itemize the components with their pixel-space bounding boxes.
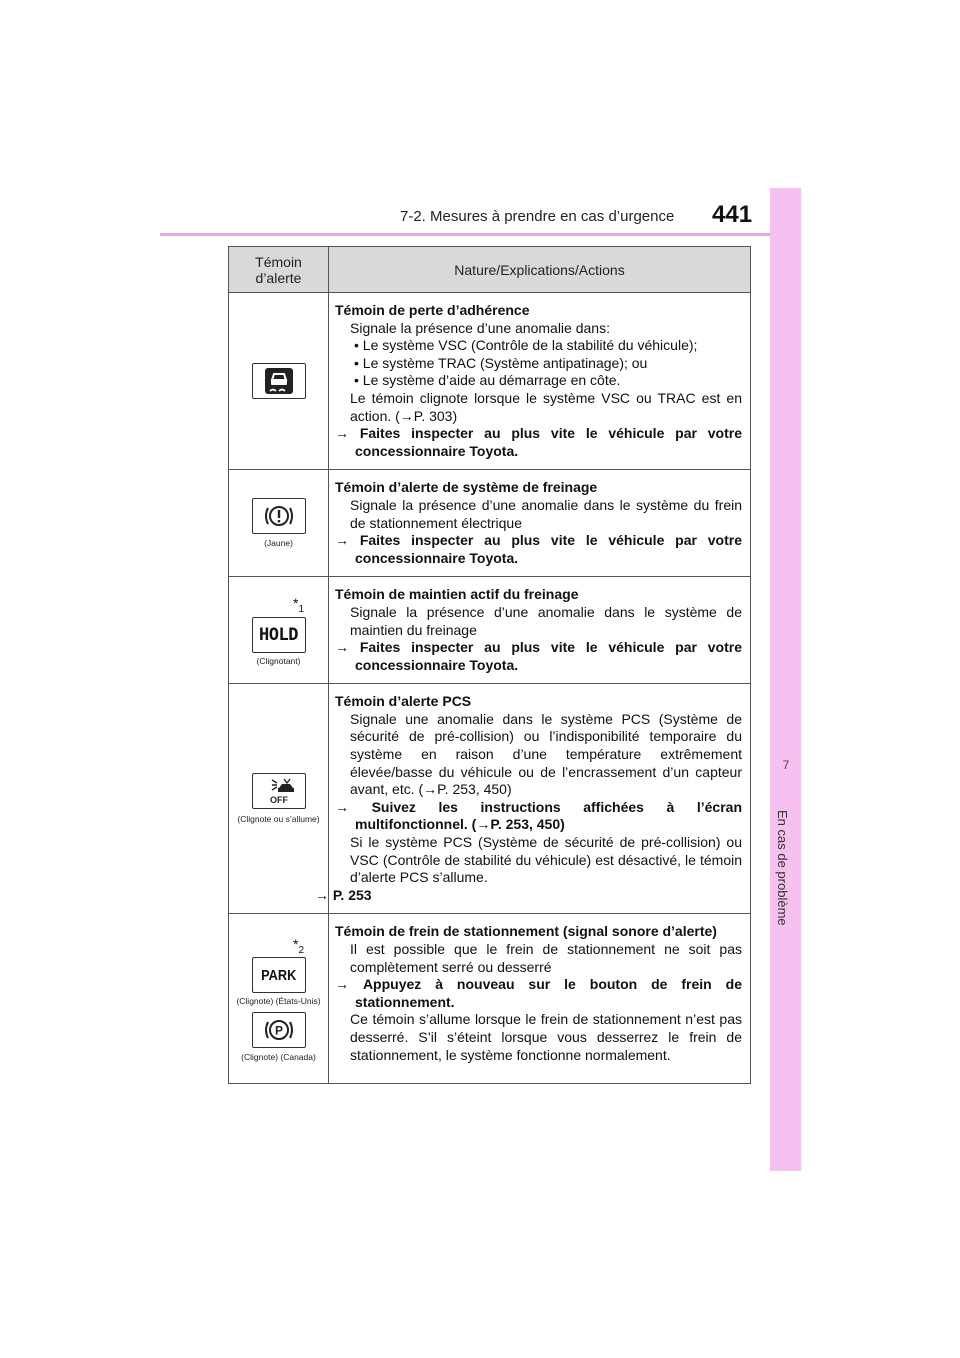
row-note: Le témoin clignote lorsque le système VSC ou TRAC est en action. (→P. 303) [350,389,742,424]
table-header-row [229,247,751,293]
row-action: → Appuyez à nouveau sur le bouton de frein de stationnement. [335,976,743,1010]
park-icon-text: PARK [260,966,297,984]
table-row [229,684,751,914]
pcs-off-text: OFF [269,795,288,806]
footnote-marker: $*_1$ [292,594,304,615]
row-title: Témoin d’alerte PCS [335,693,472,710]
column-header-warning-light: Témoin d’alerte [229,247,329,293]
bullet-item: • Le système TRAC (Système antipatinage); ou [354,354,648,371]
row-intro: Signale la présence d’une anomalie dans le système du frein de stationnement électrique [350,496,742,531]
column-header-nature: Nature/Explications/Actions [329,247,751,293]
warning-lights-table [228,246,751,1084]
bullet-item: • Le système d’aide au démarrage en côte. [354,372,621,389]
icon-cell [229,684,329,914]
icon-cell [229,470,329,577]
row-title: Témoin de frein de stationnement (signal sonore d’alerte) [335,923,717,940]
description-cell [329,470,751,577]
bullet-item: • Le système VSC (Contrôle de la stabilité du véhicule); [354,337,698,354]
row-intro: Signale la présence d’une anomalie dans le système de maintien du freinage [350,603,742,638]
parking-brake-canada-icon [252,1012,306,1048]
description-cell [329,914,751,1084]
icon-caption: (Clignote ou s’allume) [237,814,320,825]
header-divider [160,233,800,236]
footnote-marker: $*_2$ [292,935,304,956]
park-p-text: P [274,1023,283,1038]
icon-caption: (Clignote) (États-Unis) [236,996,321,1007]
chapter-label: En cas de problème [775,810,790,926]
row-title: Témoin de maintien actif du freinage [335,586,579,603]
row-title: Témoin de perte d’adhérence [335,302,530,318]
chapter-side-tab [770,188,801,1171]
row-action: → Faites inspecter au plus vite le véhicule par votre concessionnaire Toyota. [335,425,743,459]
section-title: 7-2. Mesures à prendre en cas d’urgence [400,208,675,225]
row-action: → Faites inspecter au plus vite le véhicule par votre concessionnaire Toyota. [335,639,743,673]
icon-caption: (Clignotant) [256,655,301,666]
row-note: Si le système PCS (Système de sécurité de pré-collision) ou VSC (Contrôle de stabilité du véhicule) est désactivé, le témoin d’alerte PCS s’allume. [350,834,742,886]
table-row [229,577,751,684]
icon-caption: (Jaune) [264,538,293,549]
icon-caption: (Clignote) (Canada) [241,1052,316,1063]
row-title: Témoin d’alerte de système de freinage [335,479,598,496]
brake-warning-icon [252,498,306,534]
icon-cell [229,914,329,1084]
row-action: → Faites inspecter au plus vite le véhicule par votre concessionnaire Toyota. [335,532,743,566]
brake-hold-icon [252,617,306,653]
page-number: 441 [712,201,753,228]
row-intro: Signale la présence d’une anomalie dans: [350,319,610,336]
row-intro: Signale une anomalie dans le système PCS (Système de sécurité de pré-collision) ou l’indisponibilité temporaire du système en raison d’une température extrêmement élevée/basse du véhicule ou de l’encrassement d’un capteur avant, etc. (→P. 253, 450) [350,710,742,798]
chapter-number: 7 [782,758,790,772]
table-row [229,914,751,1084]
row-note: Ce témoin s’allume lorsque le frein de stationnement n’est pas desserré. S’il s’éteint lorsque vous desserrez le frein de stationnement, le système fonctionne normalement. [350,1011,742,1063]
row-intro: Il est possible que le frein de stationnement ne soit pas complètement serré ou desserré [350,941,742,975]
parking-brake-icon [252,957,306,993]
pcs-warning-icon [252,773,306,809]
description-cell [329,293,751,470]
table-row [229,470,751,577]
row-action-2: → P. 253 [315,886,372,903]
hold-icon-text: HOLD [259,624,298,645]
table-row [229,293,751,470]
description-cell [329,577,751,684]
row-action: → Suivez les instructions affichées à l’écran multifonctionnel. (→P. 253, 450) [335,798,743,833]
icon-cell [229,577,329,684]
icon-cell [229,293,329,470]
slip-indicator-icon [252,363,306,399]
description-cell [315,684,751,914]
